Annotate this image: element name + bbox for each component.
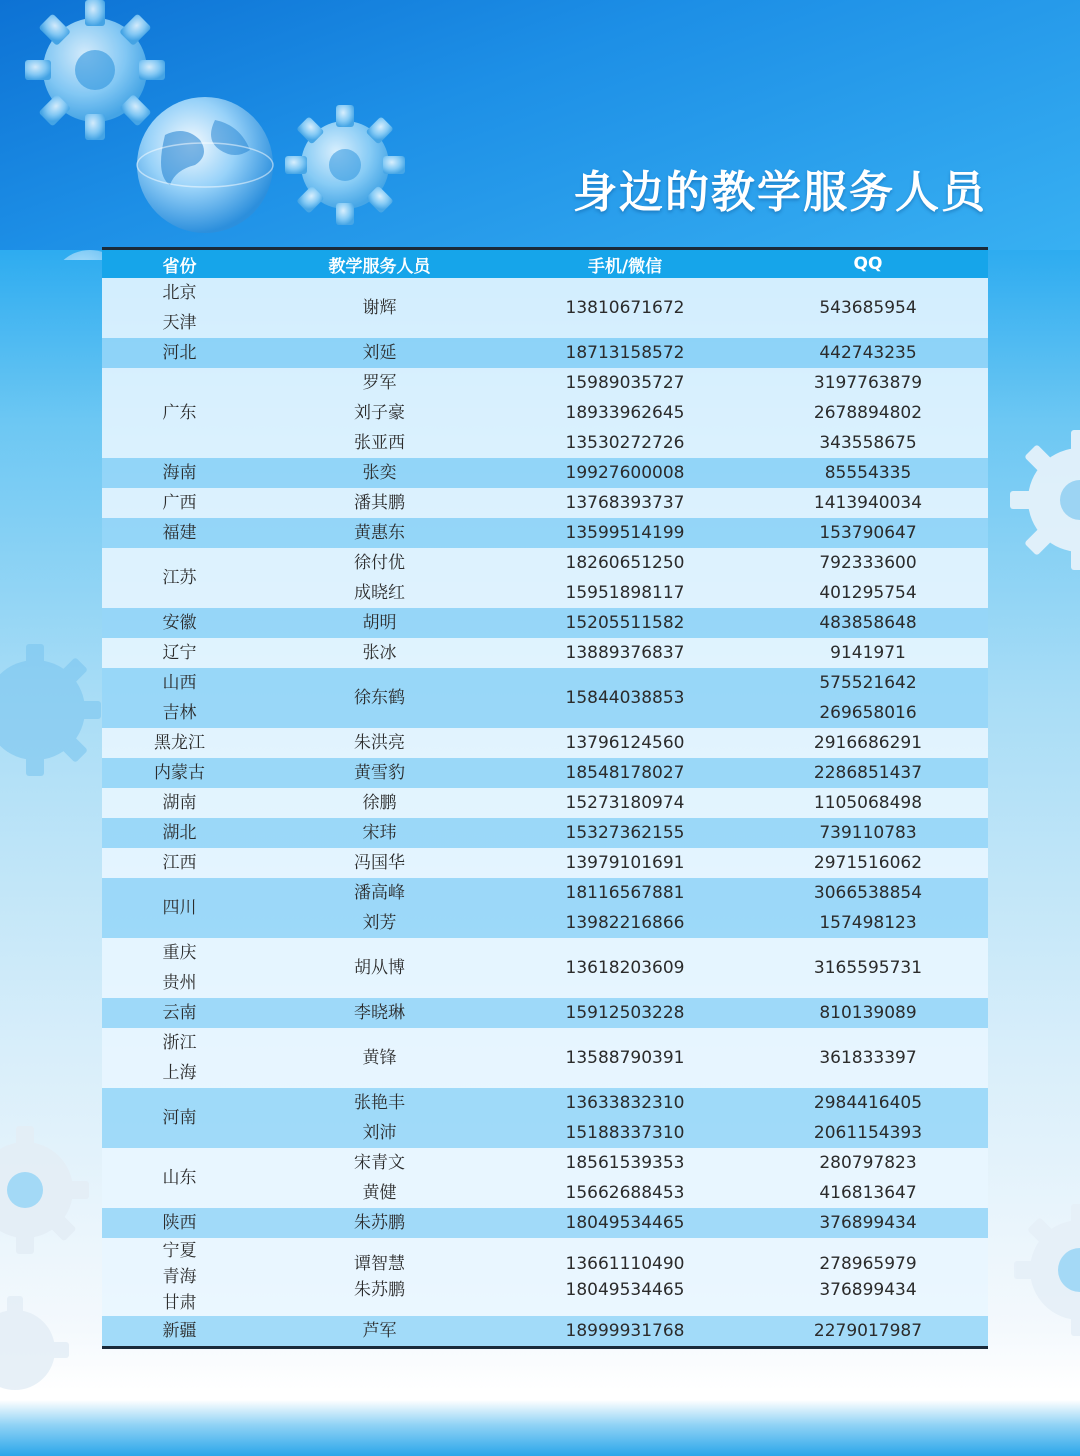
qq-cell (748, 1148, 988, 1208)
staff-cell (257, 638, 502, 668)
staff-cell (257, 1088, 502, 1148)
staff-name: 李晓琳 (354, 1003, 405, 1023)
phone-cell (502, 818, 748, 848)
qq-number: 2916686291 (813, 733, 923, 753)
table-header-row (102, 250, 988, 278)
phone-number: 18116567881 (565, 883, 685, 903)
qq-number: 739110783 (819, 823, 917, 843)
qq-number: 1105068498 (813, 793, 923, 813)
qq-number: 3165595731 (813, 958, 923, 978)
table-row (102, 1208, 988, 1238)
phone-cell (502, 278, 748, 338)
table-row (102, 848, 988, 878)
phone-number: 13979101691 (565, 853, 685, 873)
gear-cluster-decoration (0, 0, 430, 260)
table-row (102, 1316, 988, 1346)
staff-name: 刘延 (362, 343, 397, 363)
staff-name: 胡明 (362, 613, 397, 633)
staff-name: 刘子豪 (354, 403, 405, 423)
province-cell (102, 1238, 257, 1316)
province-name: 湖北 (162, 823, 197, 843)
phone-cell (502, 758, 748, 788)
phone-cell (502, 1148, 748, 1208)
phone-number: 13618203609 (565, 958, 685, 978)
staff-name: 徐东鹤 (354, 688, 405, 708)
table-row (102, 518, 988, 548)
province-cell (102, 818, 257, 848)
province-name: 上海 (162, 1063, 197, 1083)
phone-cell (502, 338, 748, 368)
qq-number: 3066538854 (813, 883, 923, 903)
phone-number: 18933962645 (565, 403, 685, 423)
province-name: 天津 (162, 313, 197, 333)
staff-table (102, 250, 988, 1346)
qq-cell (748, 548, 988, 608)
province-name: 四川 (162, 898, 197, 918)
staff-name: 朱洪亮 (354, 733, 405, 753)
staff-name: 芦军 (362, 1321, 397, 1341)
phone-number: 13661110490 (565, 1254, 685, 1274)
phone-number: 18049534465 (565, 1213, 685, 1233)
qq-number: 2971516062 (813, 853, 923, 873)
phone-number: 15327362155 (565, 823, 685, 843)
staff-cell (257, 608, 502, 638)
phone-number: 15912503228 (565, 1003, 685, 1023)
province-name: 贵州 (162, 973, 197, 993)
staff-name: 黄雪豹 (354, 763, 405, 783)
table-row (102, 548, 988, 608)
staff-name: 宋玮 (362, 823, 397, 843)
gear-icon (0, 640, 104, 780)
phone-cell (502, 368, 748, 458)
staff-cell (257, 878, 502, 938)
phone-number: 15989035727 (565, 373, 685, 393)
qq-number: 792333600 (819, 553, 917, 573)
qq-number: 575521642 (819, 673, 917, 693)
province-cell (102, 878, 257, 938)
province-cell (102, 1148, 257, 1208)
staff-name: 张亚西 (354, 433, 405, 453)
qq-cell (748, 878, 988, 938)
province-cell (102, 998, 257, 1028)
phone-number: 13796124560 (565, 733, 685, 753)
table-row (102, 608, 988, 638)
table-row (102, 1148, 988, 1208)
qq-cell (748, 518, 988, 548)
staff-cell (257, 1148, 502, 1208)
province-name: 吉林 (162, 703, 197, 723)
province-name: 内蒙古 (154, 763, 205, 783)
staff-name: 成晓红 (354, 583, 405, 603)
province-name: 江西 (162, 853, 197, 873)
phone-cell (502, 878, 748, 938)
province-cell (102, 518, 257, 548)
phone-number: 13768393737 (565, 493, 685, 513)
province-name: 福建 (162, 523, 197, 543)
phone-cell (502, 1208, 748, 1238)
phone-number: 13633832310 (565, 1093, 685, 1113)
province-cell (102, 278, 257, 338)
province-name: 黑龙江 (154, 733, 205, 753)
staff-name: 朱苏鹏 (354, 1280, 405, 1300)
qq-cell (748, 368, 988, 458)
qq-cell (748, 938, 988, 998)
province-name: 安徽 (162, 613, 197, 633)
table-row (102, 368, 988, 458)
staff-name: 徐鹏 (362, 793, 397, 813)
qq-cell (748, 1208, 988, 1238)
staff-cell (257, 338, 502, 368)
phone-number: 18713158572 (565, 343, 685, 363)
staff-cell (257, 728, 502, 758)
qq-number: 2286851437 (813, 763, 923, 783)
province-cell (102, 668, 257, 728)
phone-cell (502, 728, 748, 758)
table-row (102, 758, 988, 788)
header-qq: QQ (748, 250, 988, 278)
staff-cell (257, 668, 502, 728)
phone-number: 19927600008 (565, 463, 685, 483)
staff-name: 谢辉 (362, 298, 397, 318)
qq-number: 2678894802 (813, 403, 923, 423)
staff-name: 朱苏鹏 (354, 1213, 405, 1233)
staff-name: 胡从博 (354, 958, 405, 978)
province-cell (102, 848, 257, 878)
province-name: 新疆 (162, 1321, 197, 1341)
staff-name: 刘芳 (362, 913, 397, 933)
staff-name: 张奕 (362, 463, 397, 483)
province-cell (102, 1028, 257, 1088)
gear-icon (0, 1120, 104, 1420)
staff-name: 张艳丰 (354, 1093, 405, 1113)
phone-number: 18260651250 (565, 553, 685, 573)
qq-cell (748, 998, 988, 1028)
province-name: 陕西 (162, 1213, 197, 1233)
staff-name: 冯国华 (354, 853, 405, 873)
province-cell (102, 638, 257, 668)
phone-number: 15844038853 (565, 688, 685, 708)
phone-number: 13599514199 (565, 523, 685, 543)
province-name: 云南 (162, 1003, 197, 1023)
province-name: 广西 (162, 493, 197, 513)
table-row (102, 1088, 988, 1148)
page-title: 身边的教学服务人员 (573, 167, 987, 218)
staff-cell (257, 1238, 502, 1316)
staff-cell (257, 788, 502, 818)
staff-name: 刘沛 (362, 1123, 397, 1143)
qq-number: 376899434 (819, 1213, 917, 1233)
qq-number: 157498123 (819, 913, 917, 933)
phone-cell (502, 548, 748, 608)
gear-icon (285, 105, 405, 225)
phone-number: 13982216866 (565, 913, 685, 933)
table-row (102, 338, 988, 368)
staff-name: 张冰 (362, 643, 397, 663)
province-name: 青海 (162, 1267, 197, 1287)
province-name: 江苏 (162, 568, 197, 588)
qq-cell (748, 788, 988, 818)
qq-number: 3197763879 (813, 373, 923, 393)
staff-cell (257, 1316, 502, 1346)
staff-name: 潘高峰 (354, 883, 405, 903)
province-cell (102, 458, 257, 488)
province-cell (102, 368, 257, 458)
phone-cell (502, 938, 748, 998)
province-cell (102, 938, 257, 998)
staff-name: 黄锋 (362, 1048, 397, 1068)
staff-cell (257, 518, 502, 548)
table-row (102, 488, 988, 518)
province-cell (102, 338, 257, 368)
phone-cell (502, 1238, 748, 1316)
qq-number: 810139089 (819, 1003, 917, 1023)
qq-cell (748, 1088, 988, 1148)
staff-cell (257, 458, 502, 488)
province-name: 重庆 (162, 943, 197, 963)
phone-cell (502, 1316, 748, 1346)
province-cell (102, 788, 257, 818)
qq-number: 376899434 (819, 1280, 917, 1300)
province-name: 广东 (162, 403, 197, 423)
qq-cell (748, 608, 988, 638)
province-cell (102, 1316, 257, 1346)
qq-cell (748, 848, 988, 878)
qq-number: 280797823 (819, 1153, 917, 1173)
qq-number: 269658016 (819, 703, 917, 723)
province-name: 湖南 (162, 793, 197, 813)
qq-number: 483858648 (819, 613, 917, 633)
qq-cell (748, 758, 988, 788)
table-row (102, 668, 988, 728)
staff-name: 谭智慧 (354, 1254, 405, 1274)
qq-cell (748, 1316, 988, 1346)
qq-number: 401295754 (819, 583, 917, 603)
phone-cell (502, 518, 748, 548)
qq-number: 278965979 (819, 1254, 917, 1274)
staff-name: 黄健 (362, 1183, 397, 1203)
qq-number: 361833397 (819, 1048, 917, 1068)
province-cell (102, 1088, 257, 1148)
phone-cell (502, 848, 748, 878)
province-cell (102, 488, 257, 518)
province-cell (102, 608, 257, 638)
qq-cell (748, 338, 988, 368)
staff-cell (257, 818, 502, 848)
table-body (102, 278, 988, 1346)
province-name: 甘肃 (162, 1293, 197, 1313)
staff-name: 罗军 (362, 373, 397, 393)
table-row (102, 878, 988, 938)
gear-icon (1010, 1200, 1080, 1340)
staff-cell (257, 1028, 502, 1088)
phone-cell (502, 608, 748, 638)
phone-cell (502, 788, 748, 818)
qq-number: 416813647 (819, 1183, 917, 1203)
table-row (102, 278, 988, 338)
province-cell (102, 1208, 257, 1238)
gear-icon (25, 0, 165, 140)
qq-number: 9141971 (830, 643, 906, 663)
province-name: 河北 (162, 343, 197, 363)
phone-number: 13530272726 (565, 433, 685, 453)
phone-cell (502, 458, 748, 488)
phone-number: 15273180974 (565, 793, 685, 813)
table-row (102, 728, 988, 758)
table-row (102, 788, 988, 818)
staff-name: 潘其鹏 (354, 493, 405, 513)
qq-number: 85554335 (824, 463, 912, 483)
phone-number: 18999931768 (565, 1321, 685, 1341)
phone-cell (502, 998, 748, 1028)
footer-band (0, 1400, 1080, 1456)
phone-number: 15662688453 (565, 1183, 685, 1203)
table-row (102, 818, 988, 848)
staff-cell (257, 278, 502, 338)
staff-cell (257, 998, 502, 1028)
qq-number: 153790647 (819, 523, 917, 543)
phone-number: 15951898117 (565, 583, 685, 603)
phone-cell (502, 1088, 748, 1148)
province-name: 山东 (162, 1168, 197, 1188)
qq-cell (748, 638, 988, 668)
phone-number: 13889376837 (565, 643, 685, 663)
qq-cell (748, 1238, 988, 1316)
phone-number: 18049534465 (565, 1280, 685, 1300)
province-name: 山西 (162, 673, 197, 693)
qq-cell (748, 818, 988, 848)
table-row (102, 638, 988, 668)
province-name: 海南 (162, 463, 197, 483)
header-staff: 教学服务人员 (257, 250, 502, 278)
globe-icon (137, 97, 273, 233)
staff-name: 黄惠东 (354, 523, 405, 543)
header-phone-wechat: 手机/微信 (502, 250, 748, 278)
province-cell (102, 758, 257, 788)
staff-cell (257, 938, 502, 998)
qq-number: 343558675 (819, 433, 917, 453)
phone-cell (502, 1028, 748, 1088)
phone-cell (502, 488, 748, 518)
province-name: 河南 (162, 1108, 197, 1128)
phone-cell (502, 638, 748, 668)
qq-number: 2279017987 (813, 1321, 923, 1341)
table-row (102, 1238, 988, 1316)
qq-number: 543685954 (819, 298, 917, 318)
qq-cell (748, 728, 988, 758)
qq-cell (748, 488, 988, 518)
table-row (102, 1028, 988, 1088)
qq-number: 2061154393 (813, 1123, 923, 1143)
province-name: 辽宁 (162, 643, 197, 663)
table-row (102, 998, 988, 1028)
phone-number: 13588790391 (565, 1048, 685, 1068)
staff-table-container (102, 247, 988, 1349)
table-row (102, 458, 988, 488)
phone-number: 18548178027 (565, 763, 685, 783)
phone-number: 18561539353 (565, 1153, 685, 1173)
province-name: 宁夏 (162, 1241, 197, 1261)
phone-cell (502, 668, 748, 728)
province-cell (102, 548, 257, 608)
staff-cell (257, 368, 502, 458)
phone-number: 13810671672 (565, 298, 685, 318)
qq-cell (748, 458, 988, 488)
staff-cell (257, 1208, 502, 1238)
header-province: 省份 (102, 250, 257, 278)
staff-cell (257, 548, 502, 608)
staff-cell (257, 488, 502, 518)
staff-cell (257, 758, 502, 788)
province-cell (102, 728, 257, 758)
staff-cell (257, 848, 502, 878)
qq-cell (748, 278, 988, 338)
province-name: 浙江 (162, 1033, 197, 1053)
qq-cell (748, 668, 988, 728)
qq-number: 442743235 (819, 343, 917, 363)
province-name: 北京 (162, 283, 197, 303)
table-row (102, 938, 988, 998)
staff-name: 徐付优 (354, 553, 405, 573)
gear-icon (1010, 420, 1080, 580)
qq-cell (748, 1028, 988, 1088)
qq-number: 2984416405 (813, 1093, 923, 1113)
qq-number: 1413940034 (813, 493, 923, 513)
phone-number: 15205511582 (565, 613, 685, 633)
staff-name: 宋青文 (354, 1153, 405, 1173)
phone-number: 15188337310 (565, 1123, 685, 1143)
